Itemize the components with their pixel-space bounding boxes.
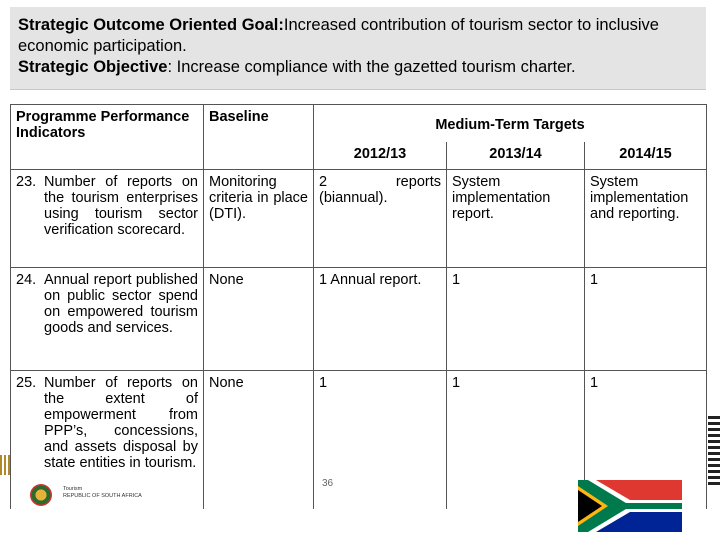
table-row bbox=[11, 170, 707, 268]
indicator-text: Annual report published on public sector spend on empowered tourism goods and services. bbox=[44, 272, 198, 336]
target-2014-cell: 1 bbox=[585, 268, 707, 371]
target-2012-cell: 1 Annual report. bbox=[314, 268, 447, 371]
target-2014-cell: 1 bbox=[585, 371, 707, 509]
table-header-row bbox=[11, 105, 707, 142]
target-2012-cell: 1 bbox=[314, 371, 447, 509]
target-2013-cell: 1 bbox=[447, 371, 585, 509]
target-2013-cell: 1 bbox=[447, 268, 585, 371]
ministry-logo-text bbox=[63, 486, 142, 500]
header-indicators: Programme Performance Indicators bbox=[11, 105, 204, 170]
targets-table bbox=[10, 104, 707, 509]
objective-text: : Increase compliance with the gazetted tourism charter. bbox=[167, 58, 576, 76]
indicator-text: Number of reports on the extent of empowerment from PPP’s, concessions, and assets disposal by state entities in tourism. bbox=[44, 375, 198, 471]
baseline-cell: None bbox=[204, 371, 314, 509]
header-year-3: 2014/15 bbox=[585, 142, 707, 170]
objective-label: Strategic Objective bbox=[18, 58, 168, 76]
goal-label: Strategic Outcome Oriented Goal: bbox=[18, 16, 284, 34]
table-row bbox=[11, 268, 707, 371]
row-number: 23. bbox=[16, 174, 37, 190]
goal-text: Increased contribution of tourism sector to inclusive economic participation. bbox=[18, 16, 659, 55]
row-number: 24. bbox=[16, 272, 37, 288]
objective-line bbox=[10, 57, 706, 78]
south-africa-flag-icon bbox=[578, 480, 682, 532]
header-year-1: 2012/13 bbox=[314, 142, 447, 170]
target-2013-cell: System implementation report. bbox=[447, 170, 585, 268]
logo-text-line1: Tourism bbox=[63, 486, 83, 492]
indicator-cell bbox=[11, 268, 204, 371]
right-decoration bbox=[708, 415, 720, 485]
row-number: 25. bbox=[16, 375, 37, 391]
header-year-2: 2013/14 bbox=[447, 142, 585, 170]
target-2014-cell: System implementation and reporting. bbox=[585, 170, 707, 268]
indicator-cell bbox=[11, 170, 204, 268]
baseline-cell: Monitoring criteria in place (DTI). bbox=[204, 170, 314, 268]
coat-of-arms-icon bbox=[30, 484, 52, 506]
logo-text-line2: REPUBLIC OF SOUTH AFRICA bbox=[63, 493, 142, 499]
header-targets: Medium-Term Targets bbox=[314, 105, 707, 142]
goal-line bbox=[10, 7, 706, 57]
baseline-cell: None bbox=[204, 268, 314, 371]
header-baseline: Baseline bbox=[204, 105, 314, 170]
slide-header bbox=[10, 7, 706, 90]
page-number: 36 bbox=[322, 478, 334, 489]
target-2012-cell: 2 reports (biannual). bbox=[314, 170, 447, 268]
indicator-text: Number of reports on the tourism enterprises using tourism sector verification scorecard. bbox=[44, 174, 198, 238]
